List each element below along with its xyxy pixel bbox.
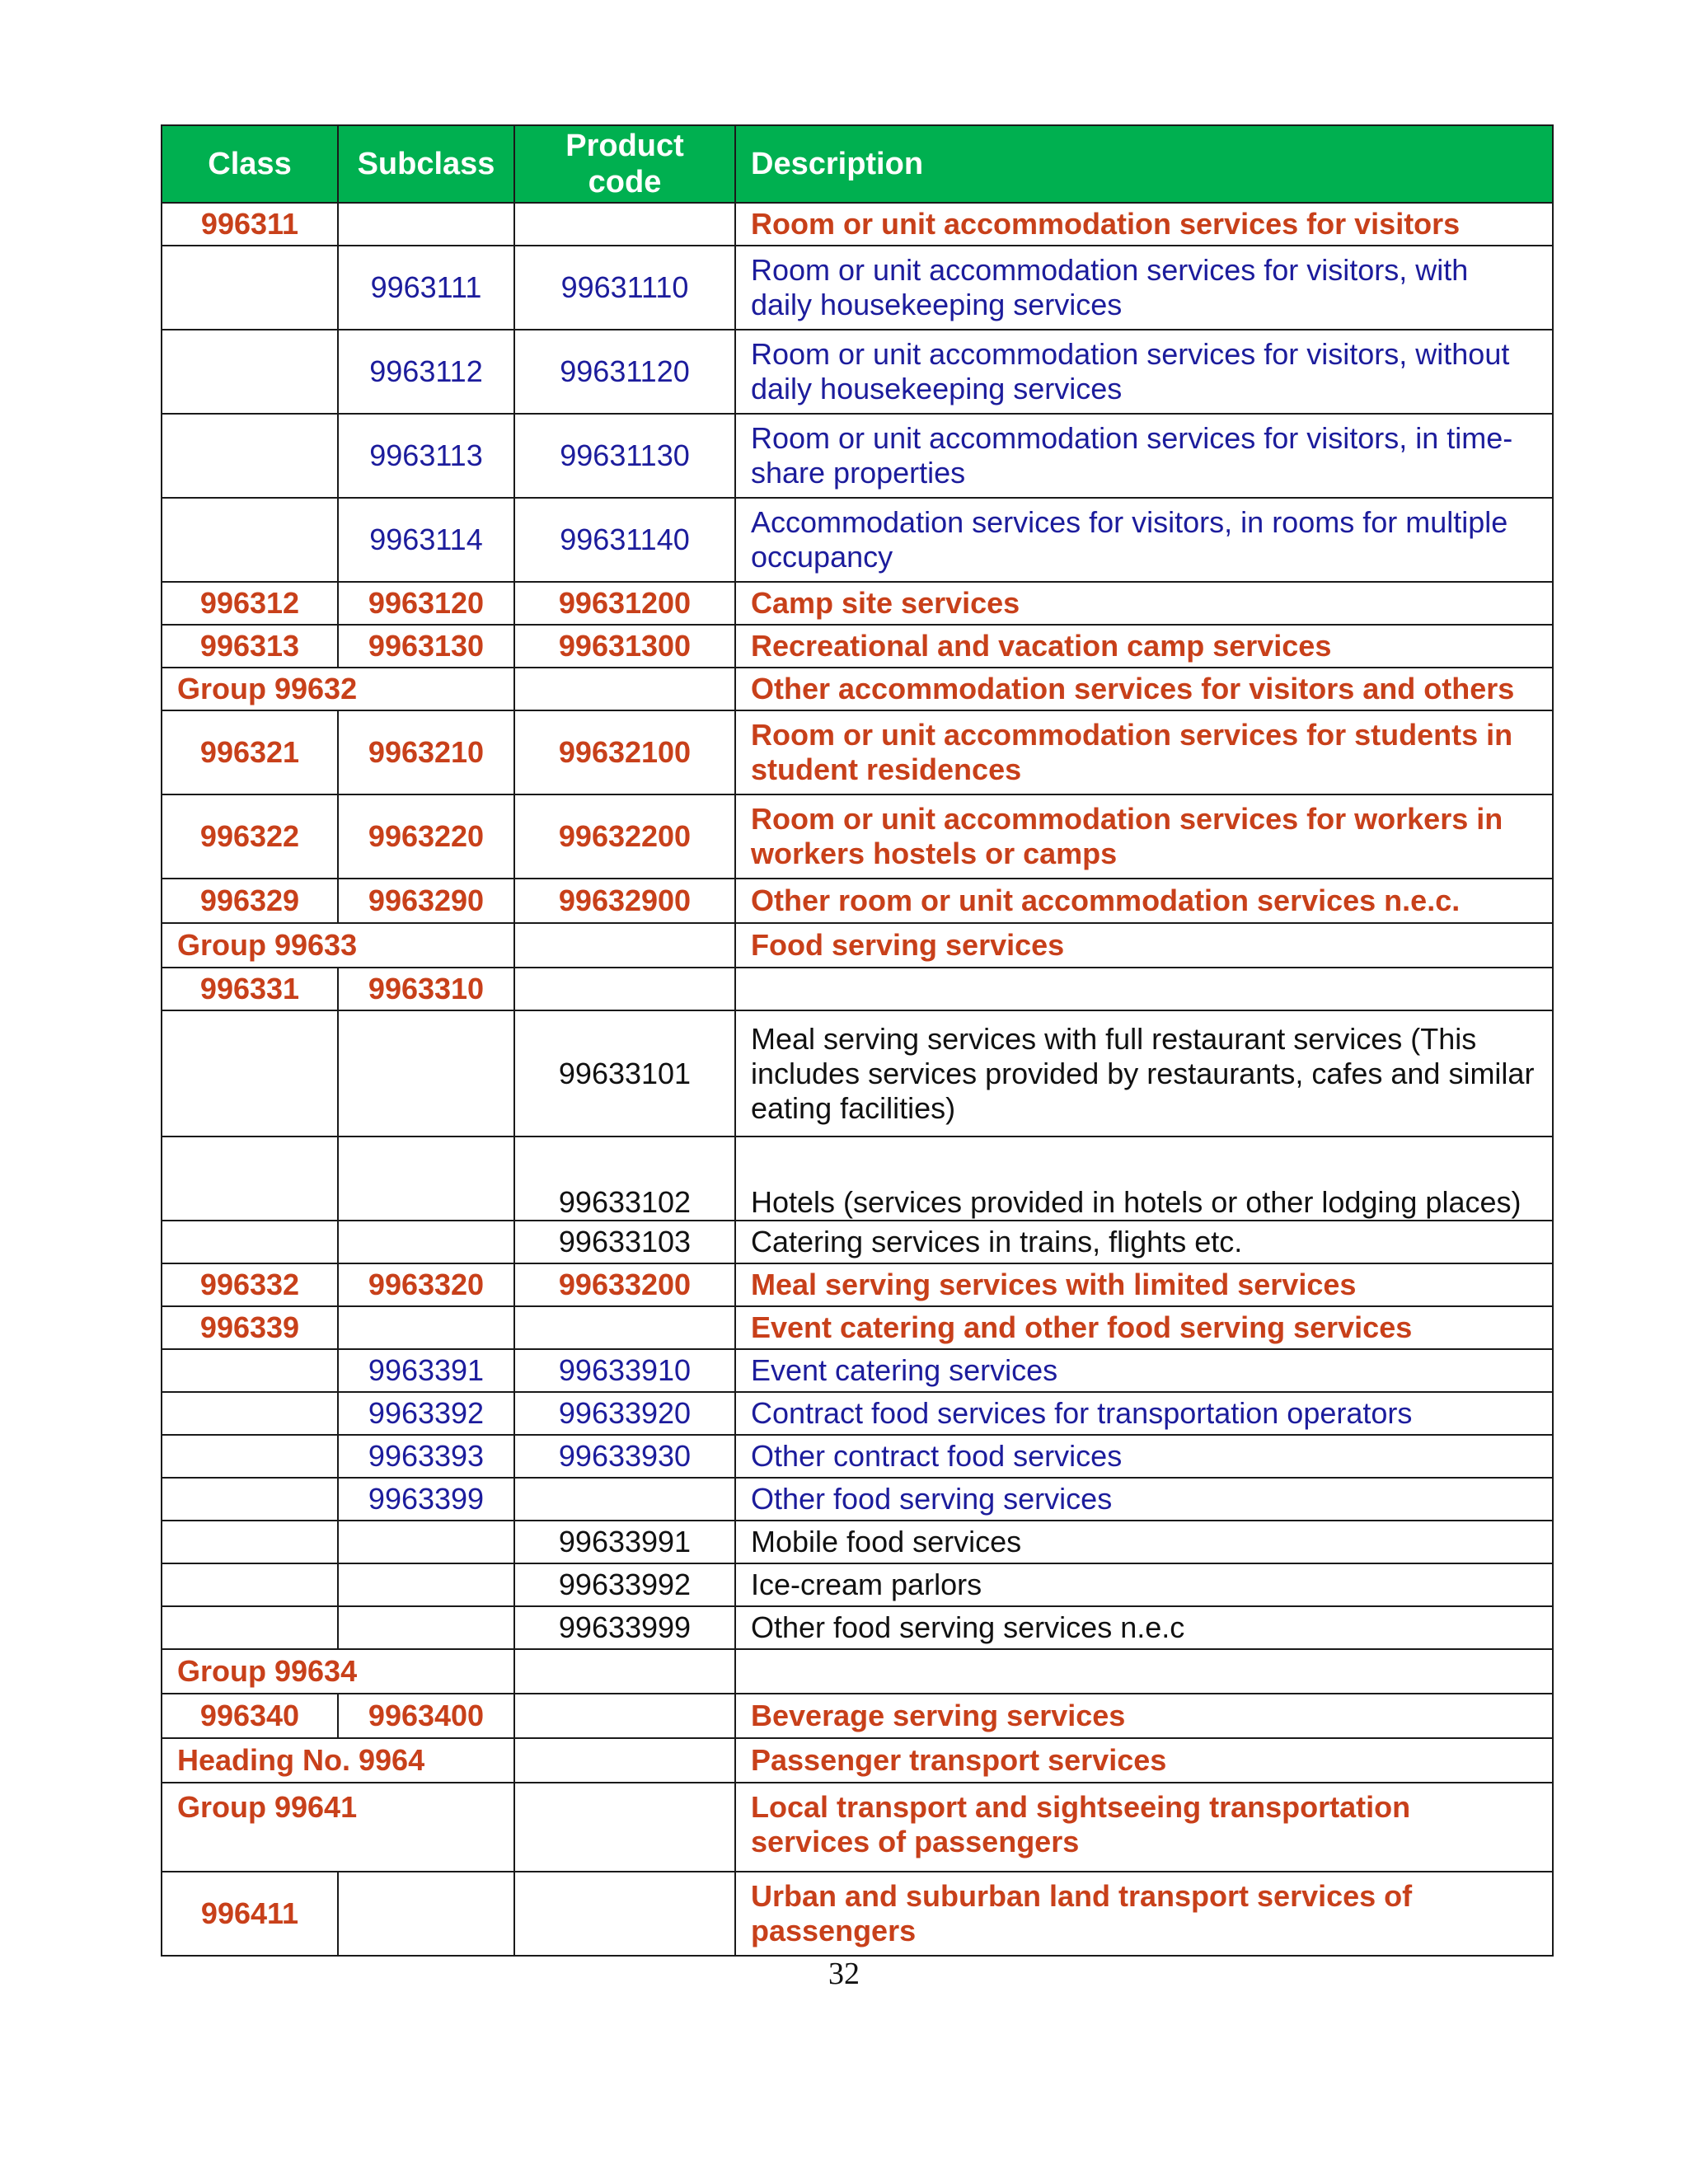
subclass-cell: 9963130 bbox=[338, 625, 514, 668]
table-row bbox=[162, 710, 1553, 794]
description-cell: Local transport and sightseeing transportation services of passengers bbox=[735, 1783, 1553, 1872]
subclass-cell: 9963400 bbox=[338, 1694, 514, 1738]
table-row bbox=[162, 1521, 1553, 1563]
description-cell: Urban and suburban land transport services of passengers bbox=[735, 1872, 1553, 1956]
class-cell: 996340 bbox=[162, 1694, 338, 1738]
table-row bbox=[162, 879, 1553, 923]
page-number: 32 bbox=[828, 1957, 860, 1991]
table-header-row bbox=[162, 125, 1553, 203]
product-code-cell: 99633102 bbox=[514, 1137, 735, 1221]
subclass-cell: 9963112 bbox=[338, 330, 514, 414]
table-row bbox=[162, 1349, 1553, 1392]
subclass-cell: 9963113 bbox=[338, 414, 514, 498]
class-cell: 996411 bbox=[162, 1872, 338, 1956]
description-cell: Other food serving services n.e.c bbox=[735, 1606, 1553, 1649]
subclass-cell: 9963310 bbox=[338, 968, 514, 1010]
table-row bbox=[162, 1263, 1553, 1306]
class-cell bbox=[162, 1606, 338, 1649]
subclass-cell bbox=[338, 1563, 514, 1606]
description-cell: Event catering services bbox=[735, 1349, 1553, 1392]
table-row bbox=[162, 1137, 1553, 1221]
subclass-cell bbox=[338, 1306, 514, 1349]
class-cell bbox=[162, 330, 338, 414]
subclass-cell bbox=[338, 203, 514, 246]
table-row bbox=[162, 582, 1553, 625]
subclass-cell bbox=[338, 1872, 514, 1956]
class-cell bbox=[162, 1435, 338, 1478]
class-cell bbox=[162, 414, 338, 498]
group-cell: Group 99632 bbox=[162, 668, 514, 710]
description-cell: Other room or unit accommodation services n.e.c. bbox=[735, 879, 1553, 923]
product-code-cell bbox=[514, 1783, 735, 1872]
table-row bbox=[162, 203, 1553, 246]
subclass-cell: 9963120 bbox=[338, 582, 514, 625]
header-class: Class bbox=[162, 125, 338, 203]
header-description: Description bbox=[735, 125, 1553, 203]
subclass-cell: 9963320 bbox=[338, 1263, 514, 1306]
product-code-cell: 99633992 bbox=[514, 1563, 735, 1606]
class-cell: 996332 bbox=[162, 1263, 338, 1306]
table-row bbox=[162, 330, 1553, 414]
product-code-cell: 99632100 bbox=[514, 710, 735, 794]
subclass-cell: 9963220 bbox=[338, 794, 514, 879]
class-cell: 996331 bbox=[162, 968, 338, 1010]
class-cell bbox=[162, 1392, 338, 1435]
subclass-cell bbox=[338, 1521, 514, 1563]
subclass-cell: 9963399 bbox=[338, 1478, 514, 1521]
class-cell bbox=[162, 1221, 338, 1263]
table-row bbox=[162, 1694, 1553, 1738]
table-row bbox=[162, 794, 1553, 879]
table-row bbox=[162, 1392, 1553, 1435]
subclass-cell: 9963114 bbox=[338, 498, 514, 582]
class-cell bbox=[162, 498, 338, 582]
subclass-cell: 9963111 bbox=[338, 246, 514, 330]
subclass-cell: 9963391 bbox=[338, 1349, 514, 1392]
table-row bbox=[162, 1606, 1553, 1649]
description-cell: Room or unit accommodation services for visitors bbox=[735, 203, 1553, 246]
class-cell bbox=[162, 1137, 338, 1221]
subclass-cell bbox=[338, 1221, 514, 1263]
product-code-cell: 99631110 bbox=[514, 246, 735, 330]
product-code-cell: 99633910 bbox=[514, 1349, 735, 1392]
description-cell: Room or unit accommodation services for visitors, without daily housekeeping services bbox=[735, 330, 1553, 414]
table-row bbox=[162, 498, 1553, 582]
product-code-cell: 99633200 bbox=[514, 1263, 735, 1306]
product-code-cell: 99633103 bbox=[514, 1221, 735, 1263]
product-code-cell bbox=[514, 1872, 735, 1956]
product-code-cell: 99633999 bbox=[514, 1606, 735, 1649]
table-row bbox=[162, 1563, 1553, 1606]
description-cell: Meal serving services with limited services bbox=[735, 1263, 1553, 1306]
class-cell: 996321 bbox=[162, 710, 338, 794]
description-cell: Event catering and other food serving services bbox=[735, 1306, 1553, 1349]
product-code-cell bbox=[514, 968, 735, 1010]
group-cell: Group 99641 bbox=[162, 1783, 514, 1872]
description-cell: Meal serving services with full restaurant services (This includes services provided by restaurants, cafes and similar eating facilities) bbox=[735, 1010, 1553, 1137]
table-row bbox=[162, 625, 1553, 668]
description-cell: Room or unit accommodation services for students in student residences bbox=[735, 710, 1553, 794]
table-row bbox=[162, 1872, 1553, 1956]
table-row bbox=[162, 923, 1553, 968]
class-cell bbox=[162, 1349, 338, 1392]
description-cell: Passenger transport services bbox=[735, 1738, 1553, 1783]
class-cell: 996312 bbox=[162, 582, 338, 625]
subclass-cell: 9963393 bbox=[338, 1435, 514, 1478]
description-cell: Contract food services for transportation operators bbox=[735, 1392, 1553, 1435]
product-code-cell: 99631120 bbox=[514, 330, 735, 414]
product-code-cell: 99631140 bbox=[514, 498, 735, 582]
description-cell: Other food serving services bbox=[735, 1478, 1553, 1521]
description-cell bbox=[735, 968, 1553, 1010]
subclass-cell bbox=[338, 1606, 514, 1649]
product-code-cell: 99633930 bbox=[514, 1435, 735, 1478]
description-cell: Room or unit accommodation services for visitors, with daily housekeeping services bbox=[735, 246, 1553, 330]
description-cell: Catering services in trains, flights etc. bbox=[735, 1221, 1553, 1263]
class-cell bbox=[162, 1563, 338, 1606]
product-code-cell: 99633920 bbox=[514, 1392, 735, 1435]
class-cell: 996339 bbox=[162, 1306, 338, 1349]
product-code-cell bbox=[514, 1306, 735, 1349]
description-cell: Camp site services bbox=[735, 582, 1553, 625]
product-code-cell: 99631130 bbox=[514, 414, 735, 498]
table-row bbox=[162, 1738, 1553, 1783]
table-row bbox=[162, 968, 1553, 1010]
product-code-cell bbox=[514, 668, 735, 710]
product-code-cell: 99631300 bbox=[514, 625, 735, 668]
product-code-cell bbox=[514, 203, 735, 246]
class-cell bbox=[162, 1478, 338, 1521]
table-row bbox=[162, 246, 1553, 330]
table-row bbox=[162, 1221, 1553, 1263]
product-code-cell: 99632200 bbox=[514, 794, 735, 879]
product-code-cell bbox=[514, 1478, 735, 1521]
group-cell: Group 99634 bbox=[162, 1649, 514, 1694]
description-cell: Hotels (services provided in hotels or other lodging places) bbox=[735, 1137, 1553, 1221]
description-cell: Beverage serving services bbox=[735, 1694, 1553, 1738]
description-cell: Recreational and vacation camp services bbox=[735, 625, 1553, 668]
class-cell: 996329 bbox=[162, 879, 338, 923]
class-cell: 996311 bbox=[162, 203, 338, 246]
product-code-cell: 99633991 bbox=[514, 1521, 735, 1563]
table-row bbox=[162, 1010, 1553, 1137]
table-row bbox=[162, 1435, 1553, 1478]
subclass-cell: 9963392 bbox=[338, 1392, 514, 1435]
group-cell: Heading No. 9964 bbox=[162, 1738, 514, 1783]
classification-table bbox=[161, 124, 1554, 1957]
table-row bbox=[162, 1306, 1553, 1349]
product-code-cell bbox=[514, 923, 735, 968]
class-cell bbox=[162, 1010, 338, 1137]
table-row bbox=[162, 668, 1553, 710]
description-cell: Room or unit accommodation services for workers in workers hostels or camps bbox=[735, 794, 1553, 879]
description-cell: Food serving services bbox=[735, 923, 1553, 968]
table-row bbox=[162, 1783, 1553, 1872]
description-cell: Room or unit accommodation services for visitors, in time-share properties bbox=[735, 414, 1553, 498]
subclass-cell: 9963290 bbox=[338, 879, 514, 923]
header-subclass: Subclass bbox=[338, 125, 514, 203]
description-cell bbox=[735, 1649, 1553, 1694]
class-cell bbox=[162, 1521, 338, 1563]
table-row bbox=[162, 1649, 1553, 1694]
subclass-cell bbox=[338, 1010, 514, 1137]
product-code-cell bbox=[514, 1694, 735, 1738]
description-cell: Other contract food services bbox=[735, 1435, 1553, 1478]
subclass-cell: 9963210 bbox=[338, 710, 514, 794]
product-code-cell: 99633101 bbox=[514, 1010, 735, 1137]
class-cell: 996322 bbox=[162, 794, 338, 879]
description-cell: Accommodation services for visitors, in rooms for multiple occupancy bbox=[735, 498, 1553, 582]
table-row bbox=[162, 414, 1553, 498]
header-product-code: Product code bbox=[514, 125, 735, 203]
product-code-cell: 99632900 bbox=[514, 879, 735, 923]
product-code-cell bbox=[514, 1649, 735, 1694]
class-cell: 996313 bbox=[162, 625, 338, 668]
product-code-cell: 99631200 bbox=[514, 582, 735, 625]
subclass-cell bbox=[338, 1137, 514, 1221]
description-cell: Other accommodation services for visitors and others bbox=[735, 668, 1553, 710]
description-cell: Ice-cream parlors bbox=[735, 1563, 1553, 1606]
description-cell: Mobile food services bbox=[735, 1521, 1553, 1563]
class-cell bbox=[162, 246, 338, 330]
product-code-cell bbox=[514, 1738, 735, 1783]
table-row bbox=[162, 1478, 1553, 1521]
group-cell: Group 99633 bbox=[162, 923, 514, 968]
